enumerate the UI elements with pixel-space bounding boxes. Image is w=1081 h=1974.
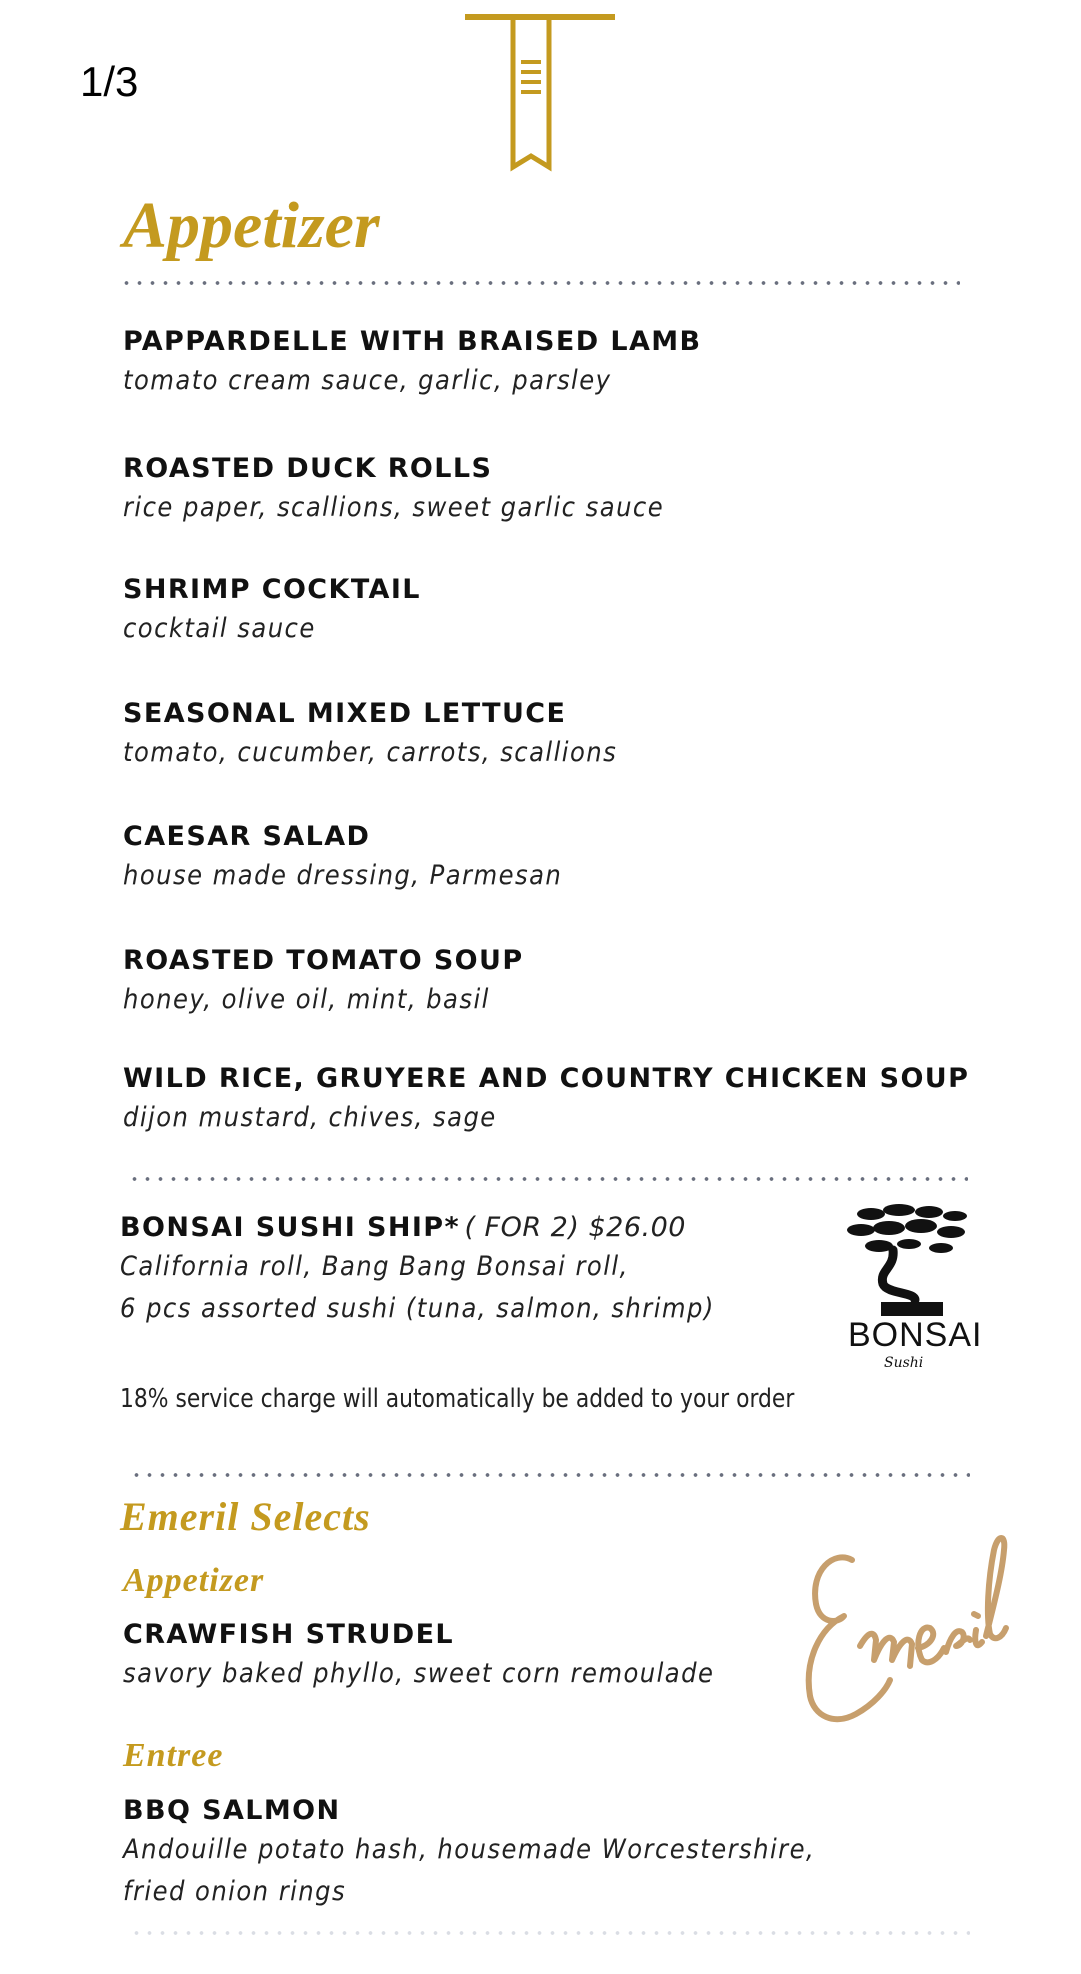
item-description: house made dressing, Parmesan bbox=[123, 860, 563, 891]
item-name: SEASONAL MIXED LETTUCE bbox=[123, 698, 567, 729]
menu-item bbox=[123, 1061, 969, 1139]
item-name: PAPPARDELLE WITH BRAISED LAMB bbox=[123, 326, 702, 357]
item-description: fried onion rings bbox=[123, 1876, 347, 1907]
menu-item bbox=[123, 324, 702, 402]
menu-item bbox=[123, 1793, 892, 1913]
emeril-entree-label: Entree bbox=[123, 1737, 224, 1774]
menu-item bbox=[123, 819, 611, 897]
item-name: BBQ SALMON bbox=[123, 1795, 341, 1826]
item-description: Andouille potato hash, housemade Worcestershire, bbox=[123, 1834, 816, 1865]
item-description: 6 pcs assorted sushi (tuna, salmon, shrimp) bbox=[120, 1293, 715, 1324]
item-name: CRAWFISH STRUDEL bbox=[123, 1619, 455, 1650]
divider bbox=[120, 280, 960, 286]
service-charge-note: 18% service charge will automatically be added to your order bbox=[120, 1384, 795, 1414]
item-name: SHRIMP COCKTAIL bbox=[123, 574, 421, 605]
item-description: cocktail sauce bbox=[123, 613, 316, 644]
item-description: dijon mustard, chives, sage bbox=[123, 1102, 497, 1133]
item-name: CAESAR SALAD bbox=[123, 821, 371, 852]
page-indicator: 1/3 bbox=[80, 58, 139, 105]
item-description: honey, olive oil, mint, basil bbox=[123, 984, 490, 1015]
bonsai-logo-script: Sushi bbox=[884, 1355, 924, 1371]
item-description: tomato, cucumber, carrots, scallions bbox=[123, 737, 618, 768]
item-name: WILD RICE, GRUYERE AND COUNTRY CHICKEN SOUP bbox=[123, 1063, 970, 1094]
bonsai-logo-text: BONSAI bbox=[848, 1316, 983, 1354]
bonsai-tree-icon bbox=[843, 1200, 983, 1320]
menu-item bbox=[123, 451, 724, 529]
menu-item bbox=[123, 943, 531, 1021]
item-name: ROASTED DUCK ROLLS bbox=[123, 453, 493, 484]
divider bbox=[128, 1176, 968, 1182]
item-description: savory baked phyllo, sweet corn remoulade bbox=[123, 1658, 715, 1689]
menu-item bbox=[123, 572, 421, 650]
appetizer-title: Appetizer bbox=[123, 189, 380, 262]
menu-item bbox=[123, 1617, 780, 1695]
divider bbox=[130, 1472, 970, 1478]
item-name: ROASTED TOMATO SOUP bbox=[123, 945, 524, 976]
emeril-signature-icon bbox=[790, 1520, 1020, 1760]
emeril-selects-title: Emeril Selects bbox=[120, 1494, 371, 1539]
sushi-special bbox=[120, 1210, 781, 1330]
item-description: rice paper, scallions, sweet garlic sauce bbox=[123, 492, 665, 523]
item-name: BONSAI SUSHI SHIP* bbox=[120, 1212, 460, 1243]
item-description: California roll, Bang Bang Bonsai roll, bbox=[120, 1251, 629, 1282]
menu-item bbox=[123, 696, 672, 774]
item-price: ( FOR 2) $26.00 bbox=[464, 1212, 686, 1243]
divider bbox=[130, 1930, 970, 1936]
restaurant-logo-icon bbox=[465, 12, 615, 172]
emeril-appetizer-label: Appetizer bbox=[123, 1562, 265, 1599]
item-description: tomato cream sauce, garlic, parsley bbox=[123, 365, 612, 396]
